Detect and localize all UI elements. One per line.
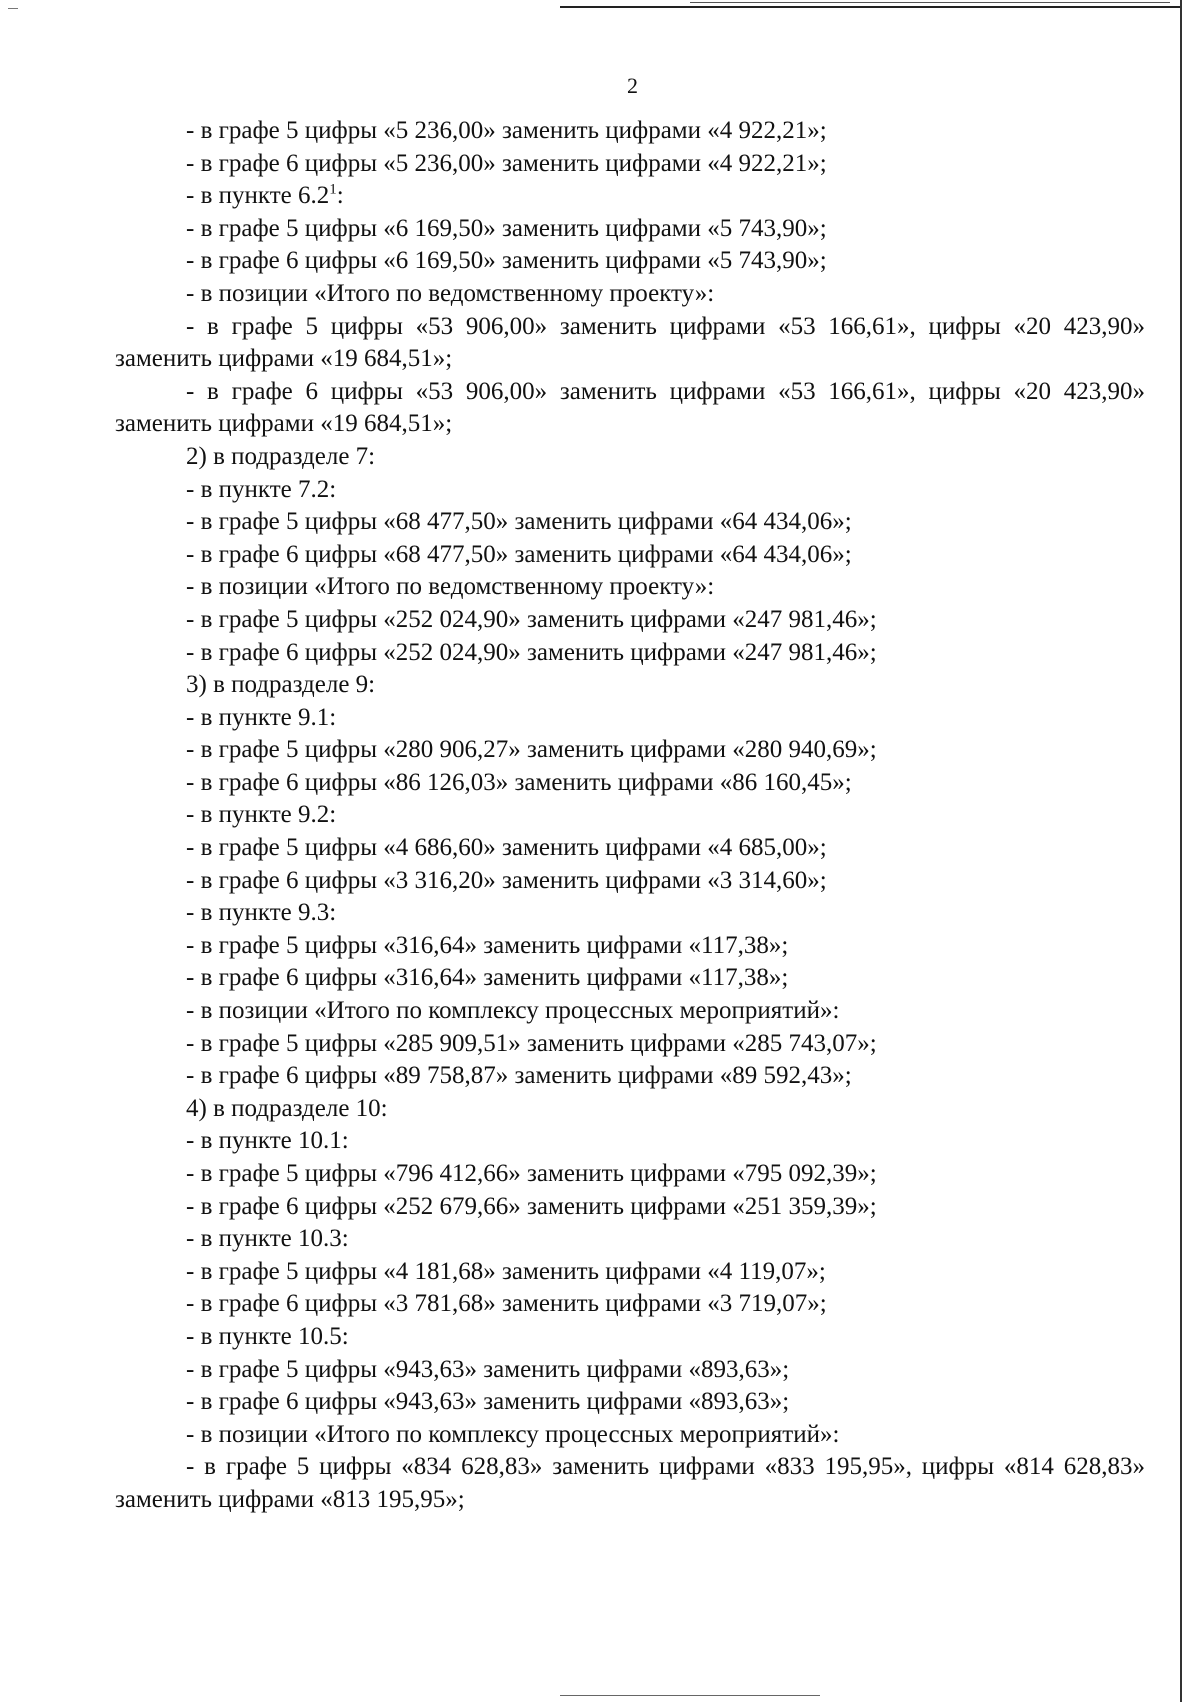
text-line: - в пункте 10.5: [186,1322,349,1350]
text-line: - в позиции «Итого по ведомственному проекту»: [186,573,715,601]
text-line: - в пункте 9.1: [186,703,337,731]
text-line: - в графе 6 цифры «252 679,66» заменить цифрами «251 359,39»; [186,1192,877,1220]
text-line: - в пункте 7.2: [186,475,337,503]
text-line-suffix: : [336,182,344,210]
text-line: - в графе 6 цифры «943,63» заменить цифрами «893,63»; [186,1388,790,1416]
scan-artifact-top-line [560,6,1180,8]
scan-artifact-bottom-line [560,1695,820,1696]
text-paragraph: - в графе 6 цифры «53 906,00» заменить цифрами «53 166,61», цифры «20 423,90» заменить цифрами «19 684,51»; [115,377,1145,438]
superscript: 1 [329,181,337,198]
text-line: - в графе 5 цифры «4 686,60» заменить цифрами «4 685,00»; [186,834,827,862]
text-line: - в позиции «Итого по комплексу процессных мероприятий»: [186,1420,840,1448]
scan-artifact-right-edge [1180,0,1182,1702]
text-line: - в графе 6 цифры «252 024,90» заменить цифрами «247 981,46»; [186,638,877,666]
text-line: 2) в подразделе 7: [186,442,376,470]
text-line: - в графе 6 цифры «3 781,68» заменить цифрами «3 719,07»; [186,1290,827,1318]
text-line: - в графе 5 цифры «280 906,27» заменить цифрами «280 940,69»; [186,736,877,764]
text-paragraph: - в графе 5 цифры «53 906,00» заменить цифрами «53 166,61», цифры «20 423,90» заменить цифрами «19 684,51»; [115,312,1145,373]
text-line: - в графе 6 цифры «86 126,03» заменить цифрами «86 160,45»; [186,768,852,796]
page-number: 2 [627,73,638,98]
scan-artifact-top-thin-line [690,2,1170,3]
text-line: - в пункте 10.1: [186,1127,349,1155]
text-line [115,180,1145,213]
text-line: - в графе 5 цифры «6 169,50» заменить цифрами «5 743,90»; [186,214,827,242]
text-paragraph: - в графе 5 цифры «834 628,83» заменить цифрами «833 195,95», цифры «814 628,83» заменить цифрами «813 195,95»; [115,1453,1145,1513]
text-line: - в графе 6 цифры «3 316,20» заменить цифрами «3 314,60»; [186,866,827,894]
text-line: - в позиции «Итого по ведомственному проекту»: [186,279,715,307]
text-line: - в позиции «Итого по комплексу процессных мероприятий»: [186,997,840,1025]
text-line: - в графе 6 цифры «89 758,87» заменить цифрами «89 592,43»; [186,1062,852,1090]
text-line: 3) в подразделе 9: [186,671,376,699]
document-body [115,115,1145,1517]
scan-artifact-left-mark [8,8,18,9]
text-line: - в графе 6 цифры «68 477,50» заменить цифрами «64 434,06»; [186,540,852,568]
text-line: 4) в подразделе 10: [186,1094,388,1122]
text-line: - в графе 5 цифры «252 024,90» заменить цифрами «247 981,46»; [186,605,877,633]
text-line: - в графе 5 цифры «5 236,00» заменить цифрами «4 922,21»; [186,117,827,144]
text-line: - в пункте 9.3: [186,899,337,927]
text-line: - в пункте 10.3: [186,1225,349,1253]
text-line-main: - в пункте 6.2 [186,182,330,210]
text-line: - в графе 5 цифры «68 477,50» заменить цифрами «64 434,06»; [186,508,852,536]
text-line: - в графе 5 цифры «796 412,66» заменить цифрами «795 092,39»; [186,1160,877,1187]
text-line: - в графе 6 цифры «316,64» заменить цифрами «117,38»; [186,964,789,992]
text-line: - в пункте 9.2: [186,801,337,829]
text-line: - в графе 5 цифры «943,63» заменить цифрами «893,63»; [186,1355,790,1383]
text-line: - в графе 5 цифры «316,64» заменить цифрами «117,38»; [186,931,789,959]
text-line: - в графе 5 цифры «285 909,51» заменить цифрами «285 743,07»; [186,1029,877,1057]
text-line: - в графе 6 цифры «5 236,00» заменить цифрами «4 922,21»; [186,149,827,177]
text-line: - в графе 5 цифры «4 181,68» заменить цифрами «4 119,07»; [186,1257,826,1285]
text-line: - в графе 6 цифры «6 169,50» заменить цифрами «5 743,90»; [186,247,827,275]
